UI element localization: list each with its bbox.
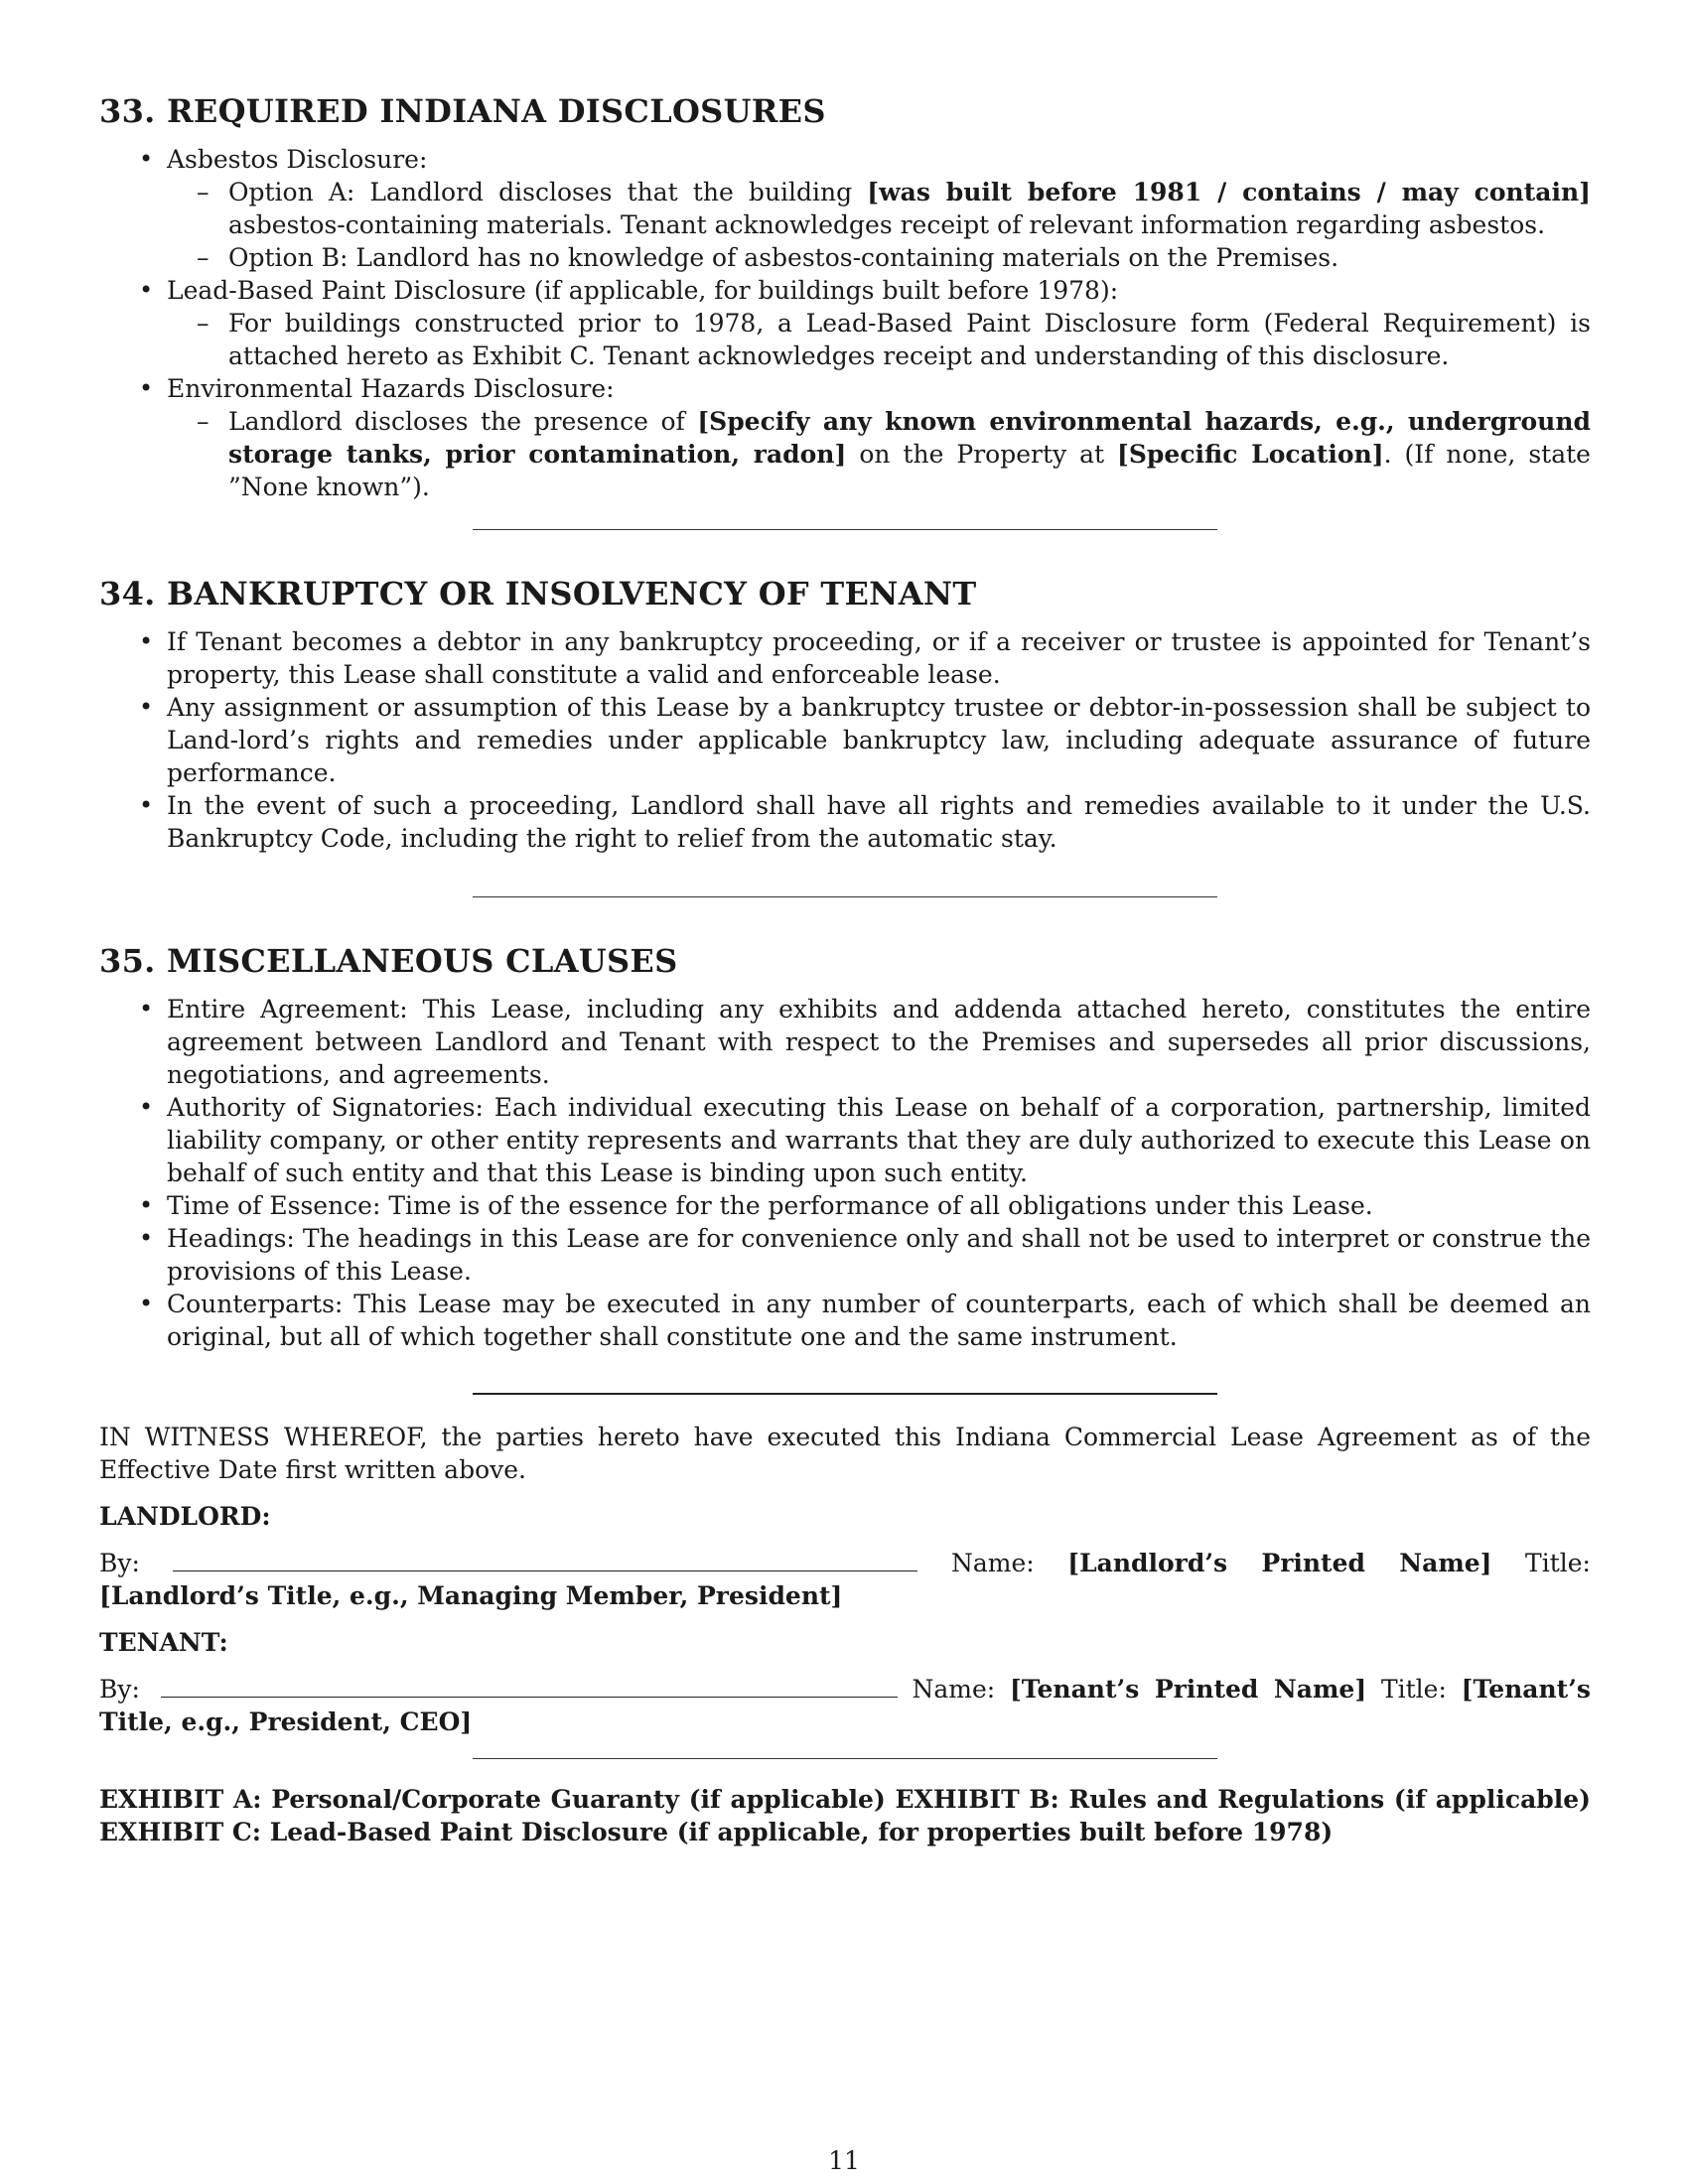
landlord-title: [Landlord’s Title, e.g., Managing Member, President] (99, 1581, 843, 1610)
tenant-title: [Tenant’s Title, e.g., President, CEO] (99, 1675, 1591, 1736)
env-text-mid: on the Property at (846, 440, 1118, 469)
by-label: By: (99, 1549, 140, 1577)
landlord-label: LANDLORD: (99, 1502, 271, 1531)
exhibit-c: EXHIBIT C: Lead-Based Paint Disclosure (if applicable, for properties built before 1978) (99, 1818, 1334, 1846)
env-location-placeholder: [Specific Location] (1117, 440, 1384, 469)
option-b: – Option B: Landlord has no knowledge of asbestos-containing materials on the Premises. (167, 241, 1591, 274)
list-item: • Counterparts: This Lease may be executed in any number of counterparts, each of which shall be deemed an original, but all of which together shall constitute one and the same instrument. (99, 1288, 1591, 1353)
list-item: • Authority of Signatories: Each individual executing this Lease on behalf of a corporation, partnership, limited liability company, or other entity represents and warrants that they are duly authorized to execute this Lease on behalf of such entity and that this Lease is binding upon such entity. (99, 1091, 1591, 1189)
section-34-heading: 34. BANKRUPTCY OR INSOLVENCY OF TENANT (99, 575, 977, 613)
list-item: • Any assignment or assumption of this Lease by a bankruptcy trustee or debtor-in-possession shall be subject to Land-lord’s rights and remedies under applicable bankruptcy law, including adequate assurance of future performance. (99, 691, 1591, 789)
list-item: • Entire Agreement: This Lease, including any exhibits and addenda attached hereto, constitutes the entire agreement between Landlord and Tenant with respect to the Premises and supersedes all prior discussions, negotiations, and agreements. (99, 993, 1591, 1091)
list-item (99, 143, 1591, 274)
witness-clause: IN WITNESS WHEREOF, the parties hereto have executed this Indiana Commercial Lease Agreement as of the Effective Date first written above. (99, 1423, 1591, 1484)
divider (473, 1393, 1217, 1395)
section-33-list (99, 143, 1591, 503)
list-item (99, 274, 1591, 372)
list-item: • If Tenant becomes a debtor in any bankruptcy proceeding, or if a receiver or trustee is appointed for Tenant’s property, this Lease shall constitute a valid and enforceable lease. (99, 625, 1591, 691)
name-label: Name: (897, 1675, 1010, 1704)
env-hazards-placeholder: [Specify any known environmental hazards, e.g., underground storage tanks, prior contamination, radon] (228, 407, 1591, 469)
exhibit-b: EXHIBIT B: Rules and Regulations (if applicable) (895, 1785, 1591, 1814)
divider (473, 896, 1217, 897)
tenant-signature-line[interactable] (161, 1673, 898, 1698)
list-item: • In the event of such a proceeding, Landlord shall have all rights and remedies available to it under the U.S. Bankruptcy Code, including the right to relief from the automatic stay. (99, 789, 1591, 855)
title-label: Title: (1491, 1549, 1591, 1577)
name-label: Name: (917, 1549, 1068, 1577)
list-item (99, 372, 1591, 503)
env-details (167, 405, 1591, 503)
section-33-heading: 33. REQUIRED INDIANA DISCLOSURES (99, 92, 826, 130)
by-label: By: (99, 1675, 140, 1704)
list-item: • Time of Essence: Time is of the essence for the performance of all obligations under this Lease. (99, 1189, 1591, 1222)
exhibits-list (99, 1783, 1591, 1848)
env-label: Environmental Hazards Disclosure: (167, 374, 615, 403)
tenant-label: TENANT: (99, 1628, 228, 1657)
divider (473, 529, 1217, 530)
landlord-signature-line[interactable] (173, 1547, 917, 1571)
list-item: • Headings: The headings in this Lease are for convenience only and shall not be used to interpret or construe the provisions of this Lease. (99, 1222, 1591, 1288)
tenant-signature-block (99, 1673, 1591, 1738)
section-35-list (99, 993, 1591, 1353)
lead-text: – For buildings constructed prior to 1978, a Lead-Based Paint Disclosure form (Federal Requirement) is attached hereto as Exhibit C. Tenant acknowledges receipt and understanding of this disclosure. (167, 307, 1591, 372)
option-a-text-end: asbestos-containing materials. Tenant acknowledges receipt of relevant information regarding asbestos. (228, 210, 1546, 239)
lead-details (167, 307, 1591, 372)
option-a (167, 176, 1591, 241)
section-34-list (99, 625, 1591, 855)
divider (473, 1758, 1217, 1759)
option-a-text: Option A: Landlord discloses that the building (228, 178, 868, 206)
tenant-name: [Tenant’s Printed Name] (1009, 1675, 1367, 1704)
env-text-start: Landlord discloses the presence of (228, 407, 698, 436)
option-a-placeholder: [was built before 1981 / contains / may contain] (867, 178, 1591, 206)
landlord-name: [Landlord’s Printed Name] (1067, 1549, 1492, 1577)
landlord-signature-block (99, 1547, 1591, 1612)
lead-label: Lead-Based Paint Disclosure (if applicable, for buildings built before 1978): (167, 276, 1119, 305)
asbestos-label: Asbestos Disclosure: (167, 145, 428, 174)
env-text (167, 405, 1591, 503)
asbestos-options (167, 176, 1591, 274)
section-35-heading: 35. MISCELLANEOUS CLAUSES (99, 942, 678, 980)
page-number: 11 (828, 2146, 860, 2175)
exhibit-a: EXHIBIT A: Personal/Corporate Guaranty (if applicable) (99, 1785, 886, 1814)
title-label: Title: (1366, 1675, 1462, 1704)
env-text-end: . (If none, state ”None known”). (228, 440, 1591, 501)
